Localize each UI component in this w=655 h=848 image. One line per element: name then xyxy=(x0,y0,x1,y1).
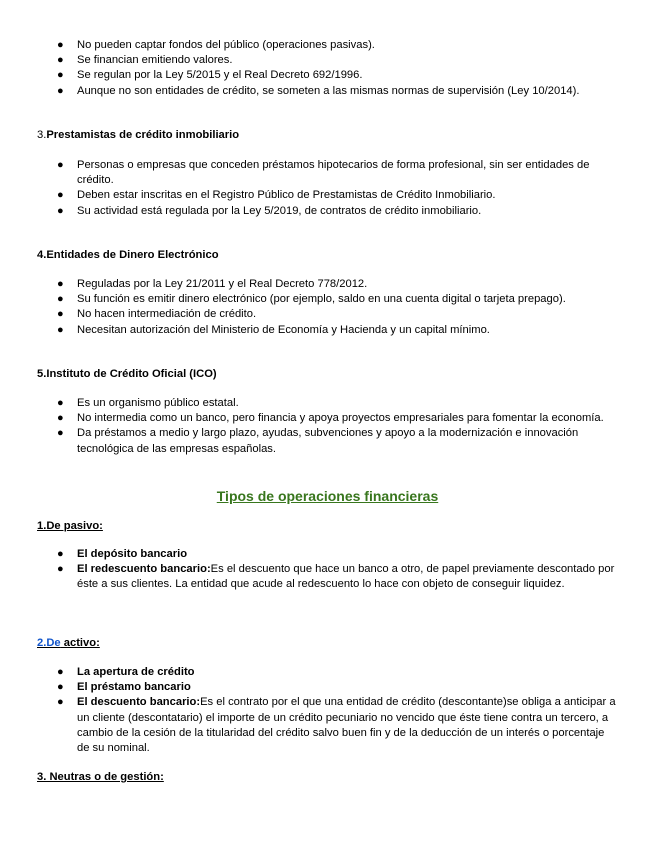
bullet-icon: ● xyxy=(57,548,64,560)
section3-list-block xyxy=(0,158,655,219)
bullet-icon: ● xyxy=(57,159,64,171)
list-item: ● Se financian emitiendo valores. xyxy=(0,53,655,68)
bullet-icon: ● xyxy=(57,397,64,409)
list-item: ● Necesitan autorización del Ministerio de Economía y Hacienda y un capital mínimo. xyxy=(0,323,655,338)
page-title: Tipos de operaciones financieras xyxy=(216,488,439,504)
list-item: ● Deben estar inscritas en el Registro Público de Prestamistas de Crédito Inmobiliario. xyxy=(0,188,655,203)
bullet-icon: ● xyxy=(57,323,64,336)
list-item: ● Da préstamos a medio y largo plazo, ayudas, subvenciones y apoyo a la modernización e innovación tecnológica de las empresas españolas. xyxy=(57,427,579,455)
pasivo-list-block xyxy=(0,547,655,593)
list-item: ● Aunque no son entidades de crédito, se someten a las mismas normas de supervisión (Ley 10/2014). xyxy=(0,84,655,99)
bullet-icon: ● xyxy=(57,84,64,97)
section-heading-pasivo: 1.De pasivo: xyxy=(37,520,103,532)
list-item: ● El redescuento bancario:Es el descuento que hace un banco a otro, de papel previamente descontado por éste a sus clientes. La entidad que acude al redescuento lo hace con objeto de conseguir liquidez. xyxy=(57,563,615,591)
bullet-icon: ● xyxy=(57,681,64,694)
bullet-icon: ● xyxy=(57,293,64,306)
section-heading-neutras: 3. Neutras o de gestión: xyxy=(37,771,164,783)
section-heading-prestamistas: 3.Prestamistas de crédito inmobiliario xyxy=(37,129,240,141)
activo-link[interactable]: 2.De xyxy=(37,637,61,649)
list-item: ● Su actividad está regulada por la Ley 5/2019, de contratos de crédito inmobiliario. xyxy=(0,204,655,219)
bullet-icon: ● xyxy=(57,696,64,709)
section5-list-block xyxy=(0,396,655,457)
intro-list xyxy=(0,38,655,99)
list-item: ● El préstamo bancario xyxy=(0,680,655,695)
section4-list-block xyxy=(0,277,655,338)
section3-list xyxy=(0,158,655,219)
bullet-icon: ● xyxy=(57,69,64,82)
activo-list xyxy=(0,665,655,756)
section5-list xyxy=(0,396,655,457)
list-item: ● No intermedia como un banco, pero financia y apoya proyectos empresariales para fomentar la economía. xyxy=(0,411,655,426)
activo-list-block xyxy=(0,665,655,756)
bullet-icon: ● xyxy=(57,666,64,678)
bullet-icon: ● xyxy=(57,308,64,321)
section-heading-ico: 5.Instituto de Crédito Oficial (ICO) xyxy=(37,368,217,380)
bullet-icon: ● xyxy=(57,427,64,440)
bullet-icon: ● xyxy=(57,412,64,425)
list-item: ● No hacen intermediación de crédito. xyxy=(0,307,655,322)
bullet-icon: ● xyxy=(57,39,64,51)
bullet-icon: ● xyxy=(57,189,64,202)
bullet-icon: ● xyxy=(57,54,64,67)
section-heading-activo: 2.De activo: xyxy=(37,637,100,649)
list-item: ● Es un organismo público estatal. xyxy=(0,396,655,411)
pasivo-list xyxy=(0,547,655,593)
bullet-icon: ● xyxy=(57,204,64,217)
list-item: ● Personas o empresas que conceden préstamos hipotecarios de forma profesional, sin ser entidades de crédito. xyxy=(57,159,590,187)
list-item: ● La apertura de crédito xyxy=(0,665,655,680)
section-heading-dinero-electronico: 4.Entidades de Dinero Electrónico xyxy=(37,249,219,261)
list-item: ● Su función es emitir dinero electrónico (por ejemplo, saldo en una cuenta digital o tarjeta prepago). xyxy=(0,292,655,307)
list-item: ● Reguladas por la Ley 21/2011 y el Real Decreto 778/2012. xyxy=(0,277,655,292)
intro-list-block xyxy=(0,38,655,99)
bullet-icon: ● xyxy=(57,278,64,290)
section4-list xyxy=(0,277,655,338)
list-item: ● El depósito bancario xyxy=(0,547,655,562)
list-item: ● No pueden captar fondos del público (operaciones pasivas). xyxy=(0,38,655,53)
list-item: ● Se regulan por la Ley 5/2015 y el Real Decreto 692/1996. xyxy=(0,68,655,83)
bullet-icon: ● xyxy=(57,563,64,576)
list-item: ● El descuento bancario:Es el contrato por el que una entidad de crédito (descontante)se obliga a anticipar a un cliente (descontatario) el importe de un crédito pecuniario no vencido que éste tiene contra un tercero, a cambio de la cesión de la titularidad del crédito salvo buen fin y de la deducción de un interés o porcentaje de su nominal. xyxy=(57,696,616,755)
